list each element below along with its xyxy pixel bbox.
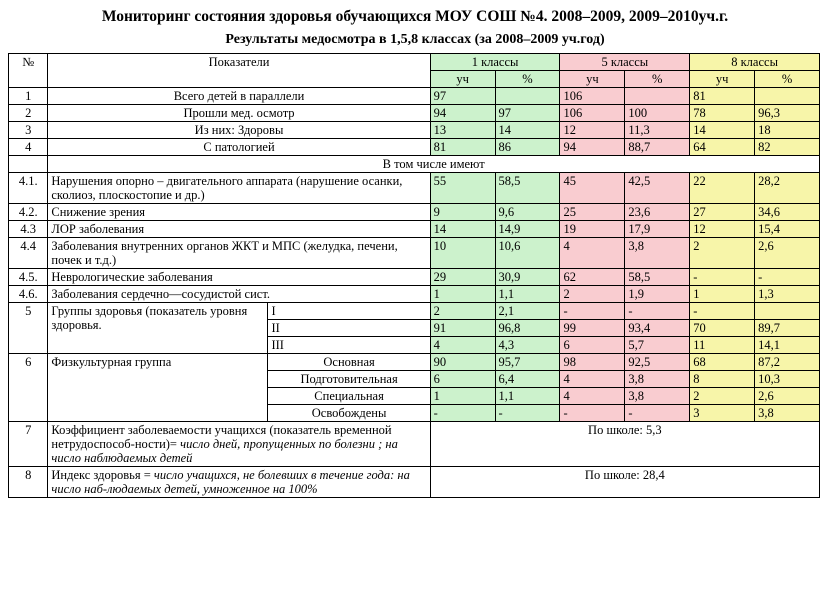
row-indicator: Нарушения опорно – двигательного аппарата (нарушение осанки, сколиоз, плоскостопие и др.)	[48, 172, 430, 203]
header-group-1-pct: %	[495, 70, 560, 87]
cell-8-pct: 89,7	[755, 319, 820, 336]
row-num: 3	[9, 121, 48, 138]
pe-group-label: Основная	[268, 353, 430, 370]
header-group-5-uch: уч	[560, 70, 625, 87]
formula-plain: Индекс здоровья =	[51, 467, 151, 482]
cell-1-pct: 6,4	[495, 370, 560, 387]
cell-8-uch: 64	[690, 138, 755, 155]
cell-1-uch: 2	[430, 302, 495, 319]
page-subtitle: Результаты медосмотра в 1,5,8 классах (за 2008–2009 уч.год)	[225, 31, 605, 47]
cell-5-uch: 4	[560, 387, 625, 404]
table-row	[9, 87, 820, 104]
cell-5-uch: 99	[560, 319, 625, 336]
cell-5-uch: 98	[560, 353, 625, 370]
cell-5-pct: 23,6	[625, 203, 690, 220]
cell-8-uch: 8	[690, 370, 755, 387]
cell-8-pct: 15,4	[755, 220, 820, 237]
cell-8-uch: 27	[690, 203, 755, 220]
cell-1-uch: 55	[430, 172, 495, 203]
row-indicator: Прошли мед. осмотр	[48, 104, 430, 121]
cell-1-uch: 91	[430, 319, 495, 336]
health-group-label: I	[268, 302, 430, 319]
row-indicator: С патологией	[48, 138, 430, 155]
table-row-health-group	[9, 302, 820, 319]
row-num: 5	[9, 302, 48, 353]
header-group-1: 1 классы	[430, 53, 560, 70]
cell-1-uch: 14	[430, 220, 495, 237]
table-row	[9, 268, 820, 285]
cell-1-uch: 1	[430, 285, 495, 302]
cell-1-pct: 10,6	[495, 237, 560, 268]
row-num: 4.6.	[9, 285, 48, 302]
cell-8-uch: 3	[690, 404, 755, 421]
cell-8-pct: 14,1	[755, 336, 820, 353]
row-num: 1	[9, 87, 48, 104]
cell-1-pct: 1,1	[495, 285, 560, 302]
table-row-pe-group	[9, 353, 820, 370]
cell-1-pct: 14,9	[495, 220, 560, 237]
school-total-note: По школе: 28,4	[430, 466, 819, 497]
row-indicator: ЛОР заболевания	[48, 220, 430, 237]
header-indicators: Показатели	[48, 53, 430, 87]
cell-8-uch: 12	[690, 220, 755, 237]
table-row	[9, 138, 820, 155]
row-indicator-formula	[48, 421, 430, 466]
cell-1-uch: 10	[430, 237, 495, 268]
table-row	[9, 121, 820, 138]
cell-8-uch: 14	[690, 121, 755, 138]
cell-5-uch: 106	[560, 87, 625, 104]
cell-1-uch: 81	[430, 138, 495, 155]
cell-5-pct: 42,5	[625, 172, 690, 203]
cell-8-pct: 2,6	[755, 237, 820, 268]
cell-5-uch: 106	[560, 104, 625, 121]
table-row	[9, 285, 820, 302]
cell-5-pct: 3,8	[625, 370, 690, 387]
cell-8-uch: 22	[690, 172, 755, 203]
cell-8-pct: 87,2	[755, 353, 820, 370]
cell-8-uch: 2	[690, 237, 755, 268]
cell-5-pct	[625, 87, 690, 104]
row-indicator: Группы здоровья (показатель уровня здоровья.	[48, 302, 268, 353]
header-num: №	[9, 53, 48, 87]
header-group-5: 5 классы	[560, 53, 690, 70]
cell-1-pct: 95,7	[495, 353, 560, 370]
cell-1-uch: 9	[430, 203, 495, 220]
cell-5-pct: 58,5	[625, 268, 690, 285]
cell-8-pct: 82	[755, 138, 820, 155]
row-num: 4.5.	[9, 268, 48, 285]
cell-8-uch: 81	[690, 87, 755, 104]
pe-group-label: Подготовительная	[268, 370, 430, 387]
table-row	[9, 203, 820, 220]
cell-5-uch: 94	[560, 138, 625, 155]
cell-5-uch: 4	[560, 370, 625, 387]
cell-5-uch: 62	[560, 268, 625, 285]
row-num: 4.4	[9, 237, 48, 268]
row-num: 6	[9, 353, 48, 421]
cell-1-uch: 4	[430, 336, 495, 353]
cell-1-pct: 4,3	[495, 336, 560, 353]
cell-5-pct: 3,8	[625, 237, 690, 268]
cell-1-pct: 2,1	[495, 302, 560, 319]
section-label: В том числе имеют	[48, 155, 820, 172]
row-indicator: Физкультурная группа	[48, 353, 268, 421]
cell-8-pct	[755, 302, 820, 319]
header-group-8-uch: уч	[690, 70, 755, 87]
cell-5-pct: 1,9	[625, 285, 690, 302]
cell-8-pct: 18	[755, 121, 820, 138]
cell-5-pct: 11,3	[625, 121, 690, 138]
cell-8-pct: 96,3	[755, 104, 820, 121]
cell-5-pct: 3,8	[625, 387, 690, 404]
cell-5-pct: 88,7	[625, 138, 690, 155]
row-num: 2	[9, 104, 48, 121]
cell-1-pct	[495, 87, 560, 104]
cell-8-uch: 68	[690, 353, 755, 370]
cell-1-pct: -	[495, 404, 560, 421]
cell-1-uch: 97	[430, 87, 495, 104]
cell-1-pct: 58,5	[495, 172, 560, 203]
cell-5-uch: -	[560, 302, 625, 319]
table-row	[9, 237, 820, 268]
health-group-label: III	[268, 336, 430, 353]
cell-5-uch: 6	[560, 336, 625, 353]
cell-5-pct: -	[625, 302, 690, 319]
cell-1-uch: 13	[430, 121, 495, 138]
formula-plain: Коэффициент заболеваемости учащихся (показатель временной нетрудоспособ-ности)=	[51, 422, 392, 451]
cell-8-pct: 28,2	[755, 172, 820, 203]
row-num: 4.3	[9, 220, 48, 237]
row-indicator-formula	[48, 466, 430, 497]
cell-5-pct: 92,5	[625, 353, 690, 370]
pe-group-label: Специальная	[268, 387, 430, 404]
row-num: 7	[9, 421, 48, 466]
table-header-row	[9, 53, 820, 70]
row-indicator: Всего детей в параллели	[48, 87, 430, 104]
cell-8-pct: 1,3	[755, 285, 820, 302]
cell-5-pct: 5,7	[625, 336, 690, 353]
table-row-footnote	[9, 421, 820, 466]
cell-8-uch: 78	[690, 104, 755, 121]
cell-8-pct: 10,3	[755, 370, 820, 387]
row-num: 4.1.	[9, 172, 48, 203]
cell-1-uch: 29	[430, 268, 495, 285]
cell-1-pct: 30,9	[495, 268, 560, 285]
page-title: Мониторинг состояния здоровья обучающихся МОУ СОШ №4. 2008–2009, 2009–2010уч.г.	[101, 8, 729, 25]
formula-italic: число учащихся, не болевших в течение года: на число наб-людаемых детей, умноженное на 100%	[51, 467, 410, 496]
cell-8-pct: 3,8	[755, 404, 820, 421]
cell-5-uch: -	[560, 404, 625, 421]
row-indicator: Заболевания внутренних органов ЖКТ и МПС (желудка, печени, почек и т.д.)	[48, 237, 430, 268]
header-group-5-pct: %	[625, 70, 690, 87]
row-num: 4	[9, 138, 48, 155]
cell-8-uch: 2	[690, 387, 755, 404]
section-label-row	[9, 155, 820, 172]
cell-8-pct	[755, 87, 820, 104]
medical-exam-table	[8, 53, 820, 498]
cell-1-uch: 6	[430, 370, 495, 387]
section-num	[9, 155, 48, 172]
cell-1-uch: 94	[430, 104, 495, 121]
cell-8-uch: 11	[690, 336, 755, 353]
cell-5-uch: 45	[560, 172, 625, 203]
cell-8-pct: -	[755, 268, 820, 285]
cell-5-uch: 2	[560, 285, 625, 302]
formula-italic: число дней, пропущенных по болезни ; на число наблюдаемых детей	[51, 436, 398, 465]
row-indicator: Из них: Здоровы	[48, 121, 430, 138]
cell-5-uch: 12	[560, 121, 625, 138]
cell-5-pct: 100	[625, 104, 690, 121]
cell-1-pct: 1,1	[495, 387, 560, 404]
row-num: 4.2.	[9, 203, 48, 220]
table-row	[9, 172, 820, 203]
cell-8-uch: 1	[690, 285, 755, 302]
table-row	[9, 220, 820, 237]
header-group-8-pct: %	[755, 70, 820, 87]
cell-5-uch: 25	[560, 203, 625, 220]
cell-1-pct: 96,8	[495, 319, 560, 336]
cell-5-pct: -	[625, 404, 690, 421]
row-num: 8	[9, 466, 48, 497]
header-group-8: 8 классы	[690, 53, 820, 70]
cell-8-pct: 2,6	[755, 387, 820, 404]
cell-5-pct: 17,9	[625, 220, 690, 237]
row-indicator: Снижение зрения	[48, 203, 430, 220]
cell-5-pct: 93,4	[625, 319, 690, 336]
cell-1-pct: 97	[495, 104, 560, 121]
cell-1-uch: 90	[430, 353, 495, 370]
cell-5-uch: 4	[560, 237, 625, 268]
cell-5-uch: 19	[560, 220, 625, 237]
pe-group-label: Освобождены	[268, 404, 430, 421]
table-row	[9, 104, 820, 121]
table-row-footnote	[9, 466, 820, 497]
health-group-label: II	[268, 319, 430, 336]
school-total-note: По школе: 5,3	[430, 421, 819, 466]
cell-1-pct: 9,6	[495, 203, 560, 220]
cell-8-pct: 34,6	[755, 203, 820, 220]
cell-1-uch: 1	[430, 387, 495, 404]
row-indicator: Заболевания сердечно—сосудистой сист.	[48, 285, 430, 302]
header-group-1-uch: уч	[430, 70, 495, 87]
cell-1-pct: 86	[495, 138, 560, 155]
cell-8-uch: 70	[690, 319, 755, 336]
cell-8-uch: -	[690, 268, 755, 285]
cell-8-uch: -	[690, 302, 755, 319]
cell-1-pct: 14	[495, 121, 560, 138]
cell-1-uch: -	[430, 404, 495, 421]
row-indicator: Неврологические заболевания	[48, 268, 430, 285]
